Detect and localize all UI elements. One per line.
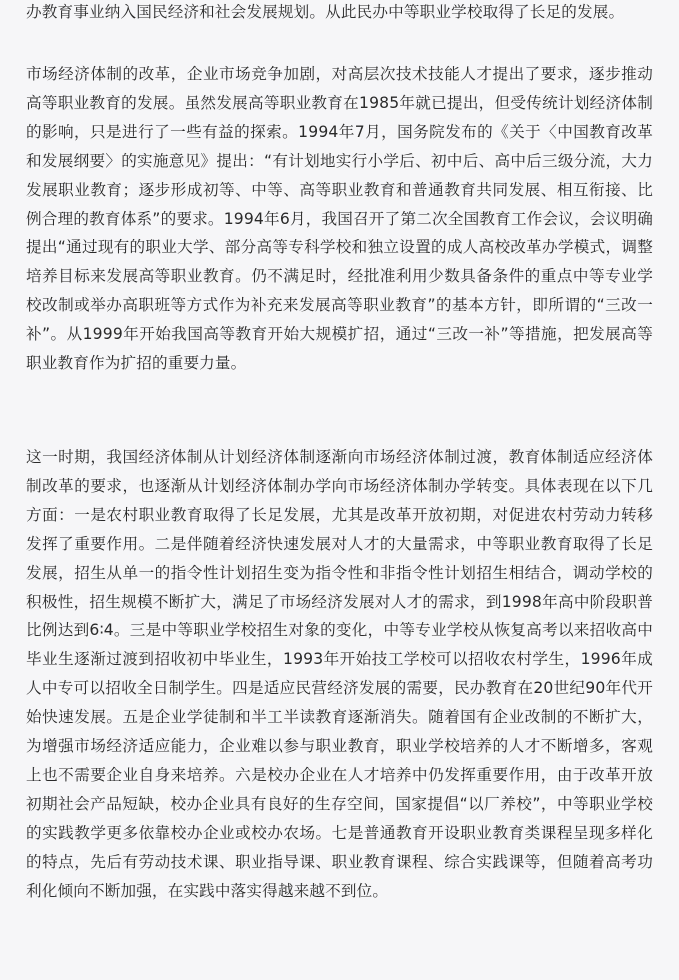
paragraph-continuation: 办教育事业纳入国民经济和社会发展规划。从此民办中等职业学校取得了长足的发展。	[26, 3, 625, 21]
paragraph-period-characteristics: 这一时期，我国经济体制从计划经济体制逐渐向市场经济体制过渡，教育体制适应经济体制改革的要求，也逐渐从计划经济体制办学向市场经济体制办学转变。具体表现在以下几方面：一是农村职业教育取得了长足发展，尤其是改革开放初期，对促进农村劳动力转移发挥了重要作用。二是伴随着经济快速发展对人才的大量需求，中等职业教育取得了长足发展，招生从单一的指令性计划招生变为指令性和非指令性计划招生相结合，调动学校的积极性，招生规模不断扩大，满足了市场经济发展对人才的需求，到1998年高中阶段职普比例达到6∶4。三是中等职业学校招生对象的变化，中等专业学校从恢复高考以来招收高中毕业生逐渐过渡到招收初中毕业生，1993年开始技工学校可以招收农村学生，1996年成人中专可以招收全日制学生。四是适应民营经济发展的需要，民办教育在20世纪90年代开始快速发展。五是企业学徒制和半工半读教育逐渐消失。随着国有企业改制的不断扩大，为增强市场经济适应能力，企业难以参与职业教育，职业学校培养的人才不断增多，客观上也不需要企业自身来培养。六是校办企业在人才培养中仍发挥重要作用，由于改革开放初期社会产品短缺，校办企业具有良好的生存空间，国家提倡“以厂养校”，中等职业学校的实践教学更多依靠校办企业或校办农场。七是普通教育开设职业教育类课程呈现多样化的特点，先后有劳动技术课、职业指导课、职业教育课程、综合实践课等，但随着高考功利化倾向不断加强，在实践中落实得越来越不到位。	[26, 448, 653, 900]
paragraph-higher-vocational-education: 市场经济体制的改革，企业市场竞争加剧，对高层次技术技能人才提出了要求，逐步推动高等职业教育的发展。虽然发展高等职业教育在1985年就已提出，但受传统计划经济体制的影响，只是进行了一些有益的探索。1994年7月，国务院发布的《关于〈中国教育改革和发展纲要〉的实施意见》提出：“有计划地实行小学后、初中后、高中后三级分流，大力发展职业教育；逐步形成初等、中等、高等职业教育和普通教育共同发展、相互衔接、比例合理的教育体系”的要求。1994年6月，我国召开了第二次全国教育工作会议，会议明确提出“通过现有的职业大学、部分高等专科学校和独立设置的成人高校改革办学模式，调整培养目标来发展高等职业教育。仍不满足时，经批准利用少数具备条件的重点中等专业学校改制或举办高职班等方式作为补充来发展高等职业教育”的基本方针，即所谓的“三改一补”。从1999年开始我国高等教育开始大规模扩招，通过“三改一补”等措施，把发展高等职业教育作为扩招的重要力量。	[26, 65, 653, 373]
